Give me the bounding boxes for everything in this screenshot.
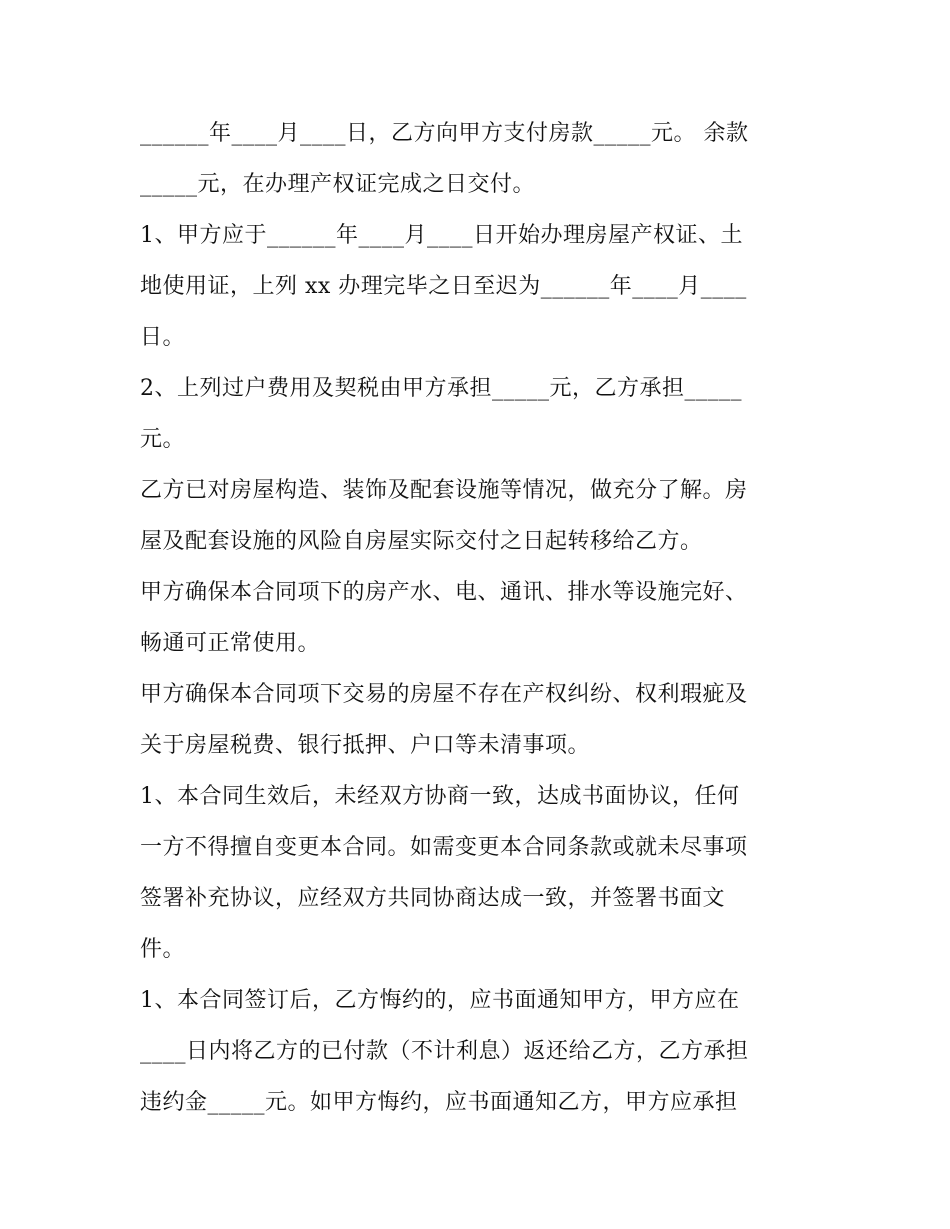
text-line: 甲方确保本合同项下的房产水、电、通讯、排水等设施完好、	[140, 580, 748, 605]
text-line: 元。	[140, 427, 186, 452]
text-line: 1、本合同生效后，未经双方协商一致，达成书面协议，任何	[140, 784, 740, 809]
text-line: 件。	[140, 937, 186, 962]
text-line: 2、上列过户费用及契税由甲方承担_____元，乙方承担_____	[140, 376, 742, 401]
text-line: 1、甲方应于______年____月____日开始办理房屋产权证、土	[140, 223, 743, 248]
text-line: _____元，在办理产权证完成之日交付。	[140, 172, 536, 197]
text-line: 违约金_____元。如甲方悔约，应书面通知乙方，甲方应承担	[140, 1090, 738, 1115]
text-line: 乙方已对房屋构造、装饰及配套设施等情况，做充分了解。房	[140, 478, 748, 503]
text-line: 1、本合同签订后，乙方悔约的，应书面通知甲方，甲方应在	[140, 988, 740, 1013]
text-line: 甲方确保本合同项下交易的房屋不存在产权纠纷、权利瑕疵及	[140, 682, 748, 707]
text-line: ____日内将乙方的已付款（不计利息）返还给乙方，乙方承担	[140, 1039, 749, 1064]
text-line: 屋及配套设施的风险自房屋实际交付之日起转移给乙方。	[140, 529, 703, 554]
text-line: 畅通可正常使用。	[140, 631, 321, 656]
text-line: 地使用证，上列 xx 办理完毕之日至迟为______年____月____	[140, 274, 747, 299]
text-line: 关于房屋税费、银行抵押、户口等未清事项。	[140, 733, 591, 758]
text-line: 一方不得擅自变更本合同。如需变更本合同条款或就未尽事项	[140, 835, 748, 860]
text-line: 签署补充协议，应经双方共同协商达成一致，并签署书面文	[140, 886, 726, 911]
document-body	[140, 108, 820, 1128]
text-line: ______年____月____日，乙方向甲方支付房款_____元。 余款	[140, 121, 749, 146]
text-line: 日。	[140, 325, 186, 350]
